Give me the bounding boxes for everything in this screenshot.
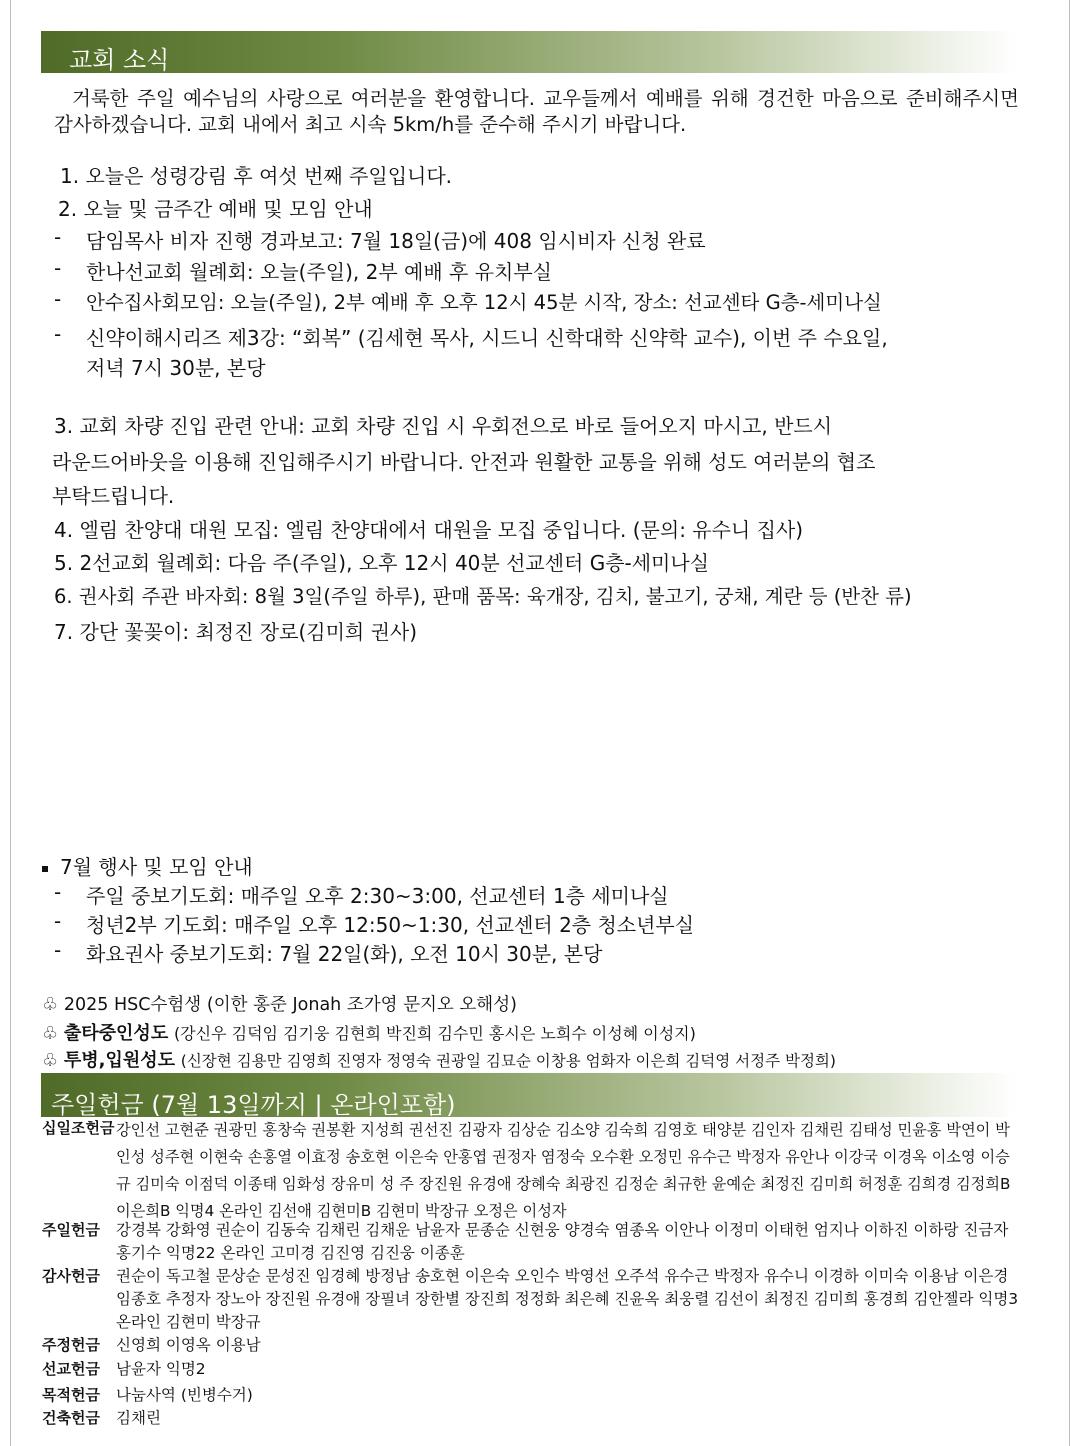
prayer-title-exam: 2025 HSC수험생 (63, 995, 202, 1015)
square-bullet-icon (42, 866, 48, 872)
church-news-header (41, 31, 1016, 73)
prayer-names-away: (강신우 김덕임 김기웅 김현희 박진희 김수민 홍시은 노희수 이성혜 이성지) (173, 1024, 696, 1043)
news-item-3-line-1: 3. 교회 차량 진입 관련 안내: 교회 차량 진입 시 우회전으로 바로 들어오지 마시고, 반드시 (54, 414, 833, 438)
church-news-title: 교회 소식 (69, 46, 170, 74)
offering-names: 나눔사역 (빈병수거) (116, 1386, 253, 1404)
offering-names: 권순이 독고철 문상순 문성진 임경혜 방정남 송호현 이은숙 오인수 박영선 오주석 유수근 박정자 유수니 이경하 이미숙 이용남 이은경 임종호 추정자 장노아 장진원 유경애 장필녀 장한별 장진희 정정화 최은혜 진윤옥 최웅렬 김선이 최정진 김미희 홍경희 김안젤라 익명3 온라인 김현미 박장규 (116, 1267, 1019, 1331)
july-events-title (42, 851, 253, 880)
news-item-6: 6. 권사회 주관 바자회: 8월 3일(주일 하루), 판매 품목: 육개장, 김치, 불고기, 궁채, 계란 등 (반찬 류) (54, 585, 912, 608)
dash-marker: - (54, 225, 62, 249)
sub-item (54, 225, 706, 253)
july-event-item (54, 909, 695, 937)
offerings-title: 주일헌금 (7월 13일까지 | 온라인포함) (51, 1091, 456, 1119)
offering-label: 주일헌금 (42, 1221, 100, 1239)
news-item-1: 1. 오늘은 성령강림 후 여섯 번째 주일입니다. (60, 164, 453, 188)
july-event-text: 화요권사 중보기도회: 7월 22일(화), 오전 10시 30분, 본당 (86, 942, 603, 966)
news-item-7: 7. 강단 꽃꽂이: 최정진 장로(김미희 권사) (54, 620, 418, 644)
sub-item (54, 287, 882, 314)
dash-marker: - (54, 322, 62, 346)
dash-marker: - (54, 287, 62, 311)
news-item-4: 4. 엘림 찬양대 대원 모집: 엘림 찬양대에서 대원을 모집 중입니다. (문의: 유수니 집사) (54, 518, 804, 542)
sub-item-continuation: 저녁 7시 30분, 본당 (86, 356, 266, 380)
prayer-names-sick: (신장현 김용만 김영희 진영자 정영숙 권광일 김묘순 이창용 엄화자 이은희 김덕영 서정주 박정희) (180, 1052, 836, 1070)
offering-names: 강경복 강화영 권순이 김동숙 김채린 김채운 남윤자 문종순 신현웅 양경숙 염종옥 이안나 이정미 이태헌 엄지나 이하진 이하랑 진금자 홍기수 익명22 온라인 고미경 김진영 김진웅 이종훈 (116, 1221, 1009, 1262)
club-icon: ♧ (42, 1023, 59, 1044)
offering-names: 강인선 고현준 권광민 홍창숙 권봉환 지성희 권선진 김광자 김상순 김소양 김숙희 김영호 태양분 김인자 김채린 김태성 민윤홍 박연이 박인성 성주현 이현숙 손홍열 이효정 송호현 이은숙 안홍엽 권정자 염정숙 오수환 오정민 유수근 박정자 유안나 이강국 이경옥 이소영 이승규 김미숙 이점덕 이종태 임화성 장유미 성 주 장진원 유경애 장혜숙 최광진 김정순 최규한 윤예순 최정진 김미희 허정훈 김희경 김정희B 이은희B 익명4 온라인 김선애 김현미B 김현미 박장규 오정은 이성자 (116, 1121, 1011, 1220)
dash-marker: - (54, 938, 62, 962)
offering-label: 십일조헌금 (42, 1119, 115, 1137)
prayer-title-away: 출타중인성도 (63, 1023, 169, 1044)
offering-label: 선교헌금 (42, 1360, 100, 1378)
offering-sunday (0, 1219, 1080, 1269)
july-event-item (54, 938, 603, 966)
dash-marker: - (54, 880, 62, 904)
club-icon: ♧ (42, 994, 59, 1015)
prayer-line-sick (42, 1046, 836, 1072)
prayer-title-sick: 투병,입원성도 (63, 1050, 176, 1071)
prayer-line-away (42, 1019, 696, 1045)
offering-label: 감사헌금 (42, 1267, 100, 1285)
offerings-header (41, 1073, 1016, 1117)
news-item-5: 5. 2선교회 월례회: 다음 주(주일), 오후 12시 40분 선교센터 G층-세미나실 (54, 551, 710, 575)
july-events-title-text: 7월 행사 및 모임 안내 (60, 855, 253, 879)
offering-label: 건축헌금 (42, 1409, 100, 1427)
july-event-item (54, 880, 669, 908)
sub-item (54, 322, 888, 350)
sub-item-text: 안수집사회모임: 오늘(주일), 2부 예배 후 오후 12시 45분 시작, 장소: 선교센타 G층-세미나실 (86, 291, 882, 314)
july-event-text: 주일 중보기도회: 매주일 오후 2:30~3:00, 선교센터 1층 세미나실 (86, 884, 669, 908)
sub-item-text: 한나선교회 월례회: 오늘(주일), 2부 예배 후 유치부실 (86, 260, 552, 284)
offering-thanks (0, 1265, 1080, 1337)
offering-names: 신영희 이영옥 이용남 (116, 1336, 261, 1354)
offering-tithe (0, 1117, 1080, 1227)
news-item-3-line-2: 라운드어바웃을 이용해 진입해주시기 바랍니다. 안전과 원활한 교통을 위해 성도 여러분의 협조 (52, 450, 876, 474)
club-icon: ♧ (42, 1050, 59, 1071)
prayer-names-exam: (이한 홍준 Jonah 조가영 문지오 오해성) (206, 995, 517, 1015)
sub-item (54, 256, 552, 284)
sub-item-text: 담임목사 비자 진행 경과보고: 7월 18일(금)에 408 임시비자 신청 완료 (86, 229, 706, 253)
dash-marker: - (54, 256, 62, 280)
dash-marker: - (54, 909, 62, 933)
offering-names: 김채린 (116, 1409, 161, 1427)
sub-item-text: 신약이해시리즈 제3강: “회복” (김세현 목사, 시드니 신학대학 신약학 교수), 이번 주 수요일, (86, 326, 888, 350)
offering-label: 주정헌금 (42, 1336, 100, 1354)
offering-names: 남윤자 익명2 (116, 1360, 206, 1378)
news-item-3-line-3: 부탁드립니다. (52, 484, 175, 508)
news-item-2: 2. 오늘 및 금주간 예배 및 모임 안내 (58, 197, 373, 221)
intro-paragraph: 거룩한 주일 예수님의 사랑으로 여러분을 환영합니다. 교우들께서 예배를 위해 경건한 마음으로 준비해주시면 감사하겠습니다. 교회 내에서 최고 시속 5km/h를 준수해 주시기 바랍니다. (54, 87, 1019, 136)
prayer-line-exam (42, 991, 517, 1016)
july-event-text: 청년2부 기도회: 매주일 오후 12:50~1:30, 선교센터 2층 청소년부실 (86, 913, 695, 937)
offering-label: 목적헌금 (42, 1386, 100, 1404)
